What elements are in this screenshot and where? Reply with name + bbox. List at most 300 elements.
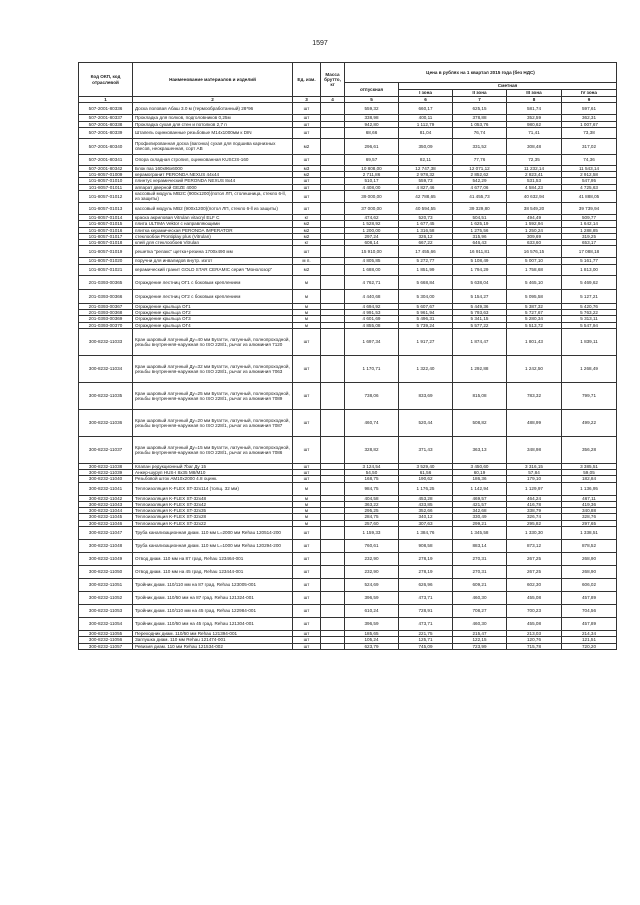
cell-z1: 473,71 [399,592,453,605]
cell-release: 623,79 [345,643,399,649]
cell-release: 984,75 [345,482,399,495]
cell-z2: 60,19 [453,470,507,476]
header-release: отпускная [345,83,399,97]
cell-z3: 1 592,94 [507,221,562,227]
cell-z3: 120,76 [507,637,562,643]
cell-z1: 1 384,76 [399,527,453,540]
cell-release: 4 991,53 [345,309,399,315]
cell-unit: шт [293,592,321,605]
cell-z1: 12 747,38 [399,165,453,171]
header-zone-3: III зона [507,90,562,97]
cell-z2: 5 449,36 [453,303,507,309]
cell-name: Ревизия диам. 110 мм Rehau 121534-002 [133,643,293,649]
cell-unit: шт [293,463,321,469]
cell-code: 201-0393-00367 [79,303,133,309]
cell-release: 4 855,08 [345,322,399,328]
cell-release: 68,66 [345,127,399,138]
cell-code: 201-0393-00368 [79,309,133,315]
cell-z4: 5 420,76 [562,303,617,309]
cell-mass [321,605,345,618]
cell-mass [321,127,345,138]
cell-release: 3 124,54 [345,463,399,469]
cell-z1: 626,96 [399,579,453,592]
cell-z2: 1 275,56 [453,227,507,233]
cell-z4: 59,05 [562,470,617,476]
cell-z2: 460,30 [453,618,507,631]
cell-z1: 1 851,99 [399,264,453,275]
header-unit: Ед. изм. [293,63,321,97]
cell-z1: 745,09 [399,643,453,649]
cell-z4: 499,22 [562,409,617,436]
cell-release: 610,24 [345,605,399,618]
cell-release: 2 711,86 [345,172,399,178]
cell-release: 460,74 [345,409,399,436]
cell-z1: 4 827,46 [399,184,453,190]
cell-code: 300-8232-11042 [79,495,133,501]
cell-z3: 464,24 [507,495,562,501]
cell-z4: 1 338,51 [562,527,617,540]
cell-mass [321,246,345,258]
cell-z1: 908,58 [399,540,453,553]
cell-code: 300-8232-11043 [79,501,133,507]
table-row [79,553,617,566]
column-number: 3 [293,97,321,103]
cell-z3: 531,53 [507,178,562,184]
cell-z3: 71,41 [507,127,562,138]
cell-release: 295,25 [345,508,399,514]
cell-z1: 520,73 [399,214,453,220]
cell-z2: 77,76 [453,154,507,165]
cell-code: 101-8057-01014 [79,214,133,220]
cell-release: 105,24 [345,637,399,643]
cell-release: 524,69 [345,579,399,592]
cell-z2: 330,49 [453,514,507,520]
cell-unit: м [293,508,321,514]
cell-z3: 326,74 [507,514,562,520]
cell-release: 760,61 [345,540,399,553]
table-row [79,409,617,436]
cell-z3: 5 007,10 [507,258,562,264]
header-code: Код ОКП, код отраслевой [79,63,133,97]
cell-name: Кран шаровый латунный Ду=40 мм Бугатти, латунный, полнопроходной, резьбы внутренняя-наружная по ISO 228/1, рычаг из алюминия 7120 [133,328,293,355]
cell-name: Кран шаровый латунный Ду=25 мм Бугатти, латунный, полнопроходной, резьбы внутренняя-наружная по ISO 228/1, рычаг из алюминия 7089 [133,382,293,409]
cell-unit: шт [293,127,321,138]
cell-release: 338,98 [345,115,399,121]
cell-z2: 5 341,15 [453,316,507,322]
cell-z4: 5 127,21 [562,289,617,303]
column-number: 1 [79,97,133,103]
cell-z3: 5 387,32 [507,303,562,309]
column-number: 6 [399,97,453,103]
cell-name: плита ULTIMA Vektor с направляющими [133,221,293,227]
cell-code: 300-8232-11033 [79,328,133,355]
cell-z2: 76,74 [453,127,507,138]
cell-z4: 1 839,11 [562,328,617,355]
cell-z4: 509,77 [562,214,617,220]
cell-name: плинтус керамический PERONDA NEXUS 8x44 [133,178,293,184]
cell-z4: 41 888,05 [562,190,617,202]
cell-unit: м3 [293,165,321,171]
table-row [79,527,617,540]
table-row [79,436,617,463]
cell-z4: 547,95 [562,178,617,184]
cell-z3: 309,69 [507,233,562,239]
cell-z1: 371,43 [399,436,453,463]
cell-z3: 783,32 [507,382,562,409]
cell-z1: 17 455,66 [399,246,453,258]
cell-code: 507-2001-80337 [79,115,133,121]
cell-z1: 5 304,00 [399,289,453,303]
cell-name: Ограждение лестниц ОГ1 с боковым креплением [133,275,293,289]
cell-unit: м2 [293,264,321,275]
cell-mass [321,275,345,289]
cell-release: 4 601,69 [345,316,399,322]
cell-code: 507-2001-80342 [79,165,133,171]
cell-name: Опора складная стропил, оцинкованная KUSCIS-160 [133,154,293,165]
cell-code: 300-8232-11038 [79,463,133,469]
header-zone-2: II зона [453,90,507,97]
cell-unit: шт [293,328,321,355]
table-row [79,328,617,355]
column-number: 5 [345,97,399,103]
cell-z4: 39 739,94 [562,202,617,214]
cell-unit: шт [293,527,321,540]
cell-z4: 3 385,51 [562,463,617,469]
cell-unit: м2 [293,221,321,227]
cell-release: 942,80 [345,121,399,127]
cell-code: 101-8057-01015 [79,221,133,227]
cell-z1: 660,17 [399,103,453,115]
cell-z4: 457,89 [562,618,617,631]
cell-unit: шт [293,190,321,202]
cell-unit: шт [293,553,321,566]
column-number: 8 [507,97,562,103]
cell-z2: 815,08 [453,382,507,409]
cell-z2: 5 154,27 [453,289,507,303]
cell-z1: 352,66 [399,508,453,514]
cell-z3: 38 549,20 [507,202,562,214]
cell-mass [321,540,345,553]
table-row [79,382,617,409]
table-row [79,566,617,579]
cell-z3: 352,59 [507,115,562,121]
cell-mass [321,264,345,275]
cell-z1: 326,12 [399,233,453,239]
cell-code: 300-8232-11047 [79,527,133,540]
cell-z4: 1 136,95 [562,482,617,495]
cell-mass [321,527,345,540]
cell-z4: 4 725,63 [562,184,617,190]
cell-z4: 297,65 [562,520,617,526]
cell-z3: 5 727,67 [507,309,562,315]
cell-code: 201-0393-00365 [79,275,133,289]
cell-z1: 307,63 [399,520,453,526]
cell-z3: 11 232,14 [507,165,562,171]
cell-z4: 467,11 [562,495,617,501]
cell-release: 54,50 [345,470,399,476]
cell-z1: 5 496,31 [399,316,453,322]
cell-release: 396,59 [345,618,399,631]
cell-release: 37 000,00 [345,202,399,214]
cell-z2: 378,88 [453,115,507,121]
cell-release: 4 762,71 [345,275,399,289]
cell-unit: шт [293,476,321,482]
cell-name: Теплоизоляция K-FLEX ST-32x48 [133,495,293,501]
cell-unit: шт [293,579,321,592]
cell-z4: 704,56 [562,605,617,618]
cell-z3: 57,84 [507,470,562,476]
cell-unit: шт [293,566,321,579]
cell-z4: 17 088,18 [562,246,617,258]
cell-z2: 16 911,81 [453,246,507,258]
cell-z4: 5 161,77 [562,258,617,264]
cell-z1: 278,19 [399,553,453,566]
cell-name: аппарат дверной GEZE 4000 [133,184,293,190]
cell-unit: м [293,303,321,309]
cell-z3: 5 465,10 [507,275,562,289]
cell-z2: 331,52 [453,138,507,154]
cell-code: 507-2001-80340 [79,138,133,154]
cell-release: 404,58 [345,495,399,501]
cell-name: Ограждение крыльца ОГ3 [133,316,293,322]
cell-z1: 5 607,67 [399,303,453,309]
cell-unit: шт [293,605,321,618]
cell-code: 101-8057-01016 [79,227,133,233]
cell-z4: 1 642,14 [562,221,617,227]
cell-z4: 340,88 [562,508,617,514]
cell-release: 1 688,00 [345,264,399,275]
cell-mass [321,190,345,202]
cell-name: Тройник диам. 110/110 мм на 87 град. Rehau 123005-001 [133,579,293,592]
cell-z3: 1 330,30 [507,527,562,540]
cell-mass [321,202,345,214]
cell-z2: 469,57 [453,495,507,501]
cell-name: Теплоизоляция K-FLEX ST-32x22 [133,520,293,526]
cell-unit: шт [293,154,321,165]
cell-z4: 606,02 [562,579,617,592]
cell-z1: 42 788,65 [399,190,453,202]
column-number: 7 [453,97,507,103]
cell-unit: м2 [293,138,321,154]
cell-mass [321,289,345,303]
cell-release: 559,32 [345,103,399,115]
cell-z3: 338,79 [507,508,562,514]
cell-z1: 833,69 [399,382,453,409]
cell-unit: м [293,322,321,328]
cell-name: Тройник диам. 110/50 мм на 45 град. Rehau 121304-001 [133,618,293,631]
cell-code: 507-2001-80336 [79,103,133,115]
cell-z1: 5 668,84 [399,275,453,289]
page-number: 1597 [312,40,328,47]
cell-name: Теплоизоляция K-FLEX ST-32x114 (толщ. 32 мм) [133,482,293,495]
cell-unit: шт [293,436,321,463]
cell-z1: 221,75 [399,631,453,637]
cell-code: 101-8057-01013 [79,202,133,214]
cell-mass [321,436,345,463]
cell-z3: 633,60 [507,240,562,246]
cell-z2: 12 071,12 [453,165,507,171]
cell-z1: 82,11 [399,154,453,165]
cell-code: 507-2001-80341 [79,154,133,165]
cell-unit: шт [293,355,321,382]
cell-z4: 214,34 [562,631,617,637]
cell-z3: 980,62 [507,121,562,127]
cell-z2: 421,57 [453,501,507,507]
cell-release: 510,17 [345,178,399,184]
table-row [79,618,617,631]
cell-z2: 508,82 [453,409,507,436]
header-price-group: Цена в рублях на 1 квартал 2015 года (без НДС) [345,63,617,83]
cell-code: 507-2001-80338 [79,121,133,127]
cell-z4: 1 288,85 [562,227,617,233]
cell-name: кассовый модуль МВ2 (900x1200)(потол ЛП, стекло 6-ll из защиты) [133,202,293,214]
cell-z1: 1 917,27 [399,328,453,355]
cell-z4: 5 313,11 [562,316,617,322]
table-row [79,264,617,275]
cell-z2: 542,29 [453,178,507,184]
cell-code: 300-8232-11039 [79,470,133,476]
table-row [79,202,617,214]
cell-z1: 520,44 [399,409,453,436]
cell-name: керамогранит PERONDA NEXUS 44x44 [133,172,293,178]
cell-name: клей для стеклообоев Vitrulan [133,240,293,246]
cell-z1: 5 961,94 [399,309,453,315]
cell-release: 296,61 [345,138,399,154]
cell-code: 101-8057-01011 [79,184,133,190]
price-table [78,62,617,650]
cell-name: Труба канализационная диам. 110 мм L=2000 мм Rehau 120514-200 [133,527,293,540]
cell-release: 1 159,33 [345,527,399,540]
cell-z1: 1 112,79 [399,121,453,127]
cell-unit: шт [293,540,321,553]
cell-unit: шт [293,121,321,127]
table-row [79,643,617,649]
cell-release: 738,06 [345,382,399,409]
cell-mass [321,355,345,382]
cell-z2: 708,27 [453,605,507,618]
cell-unit: м2 [293,172,321,178]
cell-z3: 213,03 [507,631,562,637]
cell-unit: шт [293,470,321,476]
cell-code: 201-0393-00366 [79,289,133,303]
cell-name: плитка керамическая PERONDA IMPERATOR [133,227,293,233]
cell-unit: м [293,520,321,526]
cell-mass [321,482,345,495]
cell-release: 1 528,92 [345,221,399,227]
cell-mass [321,592,345,605]
cell-unit: шт [293,178,321,184]
cell-z3: 455,08 [507,618,562,631]
cell-z3: 308,48 [507,138,562,154]
cell-z3: 581,74 [507,103,562,115]
cell-name: Теплоизоляция K-FLEX ST-32x42 [133,501,293,507]
cell-name: Ограждение лестниц ОГ2 с боковым креплением [133,289,293,303]
cell-code: 201-0393-00369 [79,316,133,322]
cell-name: Ограждение крыльца ОГ1 [133,303,293,309]
cell-z1: 3 529,40 [399,463,453,469]
cell-unit: шт [293,184,321,190]
cell-code: 101-8057-01017 [79,233,133,239]
cell-z1: 433,85 [399,501,453,507]
cell-z3: 1 758,68 [507,264,562,275]
cell-name: керамический гранит GOLD STAR CERAMIC серия "Монолозор" [133,264,293,275]
cell-z3: 179,10 [507,476,562,482]
cell-release: 232,90 [345,553,399,566]
cell-name: Тройник диам. 110/50 мм на 87 град. Rehau 121324-001 [133,592,293,605]
cell-release: 4 440,68 [345,289,399,303]
cell-release: 10 808,00 [345,165,399,171]
cell-mass [321,103,345,115]
cell-name: Анкер-шуруп HUS-I 8x35 M8/M10 [133,470,293,476]
cell-z1: 5 272,77 [399,258,453,264]
cell-release: 4 408,00 [345,184,399,190]
cell-code: 300-8232-11035 [79,382,133,409]
cell-z2: 646,43 [453,240,507,246]
cell-name: поручни для инвалидов внутр. изгот [133,258,293,264]
cell-z3: 5 280,34 [507,316,562,322]
cell-code: 300-8232-11034 [79,355,133,382]
cell-z3: 1 242,50 [507,355,562,382]
cell-z3: 2 823,41 [507,172,562,178]
cell-z2: 270,31 [453,553,507,566]
cell-z1: 125,71 [399,637,453,643]
cell-z2: 1 345,58 [453,527,507,540]
cell-z2: 5 793,63 [453,309,507,315]
cell-unit: м [293,309,321,315]
cell-z4: 419,36 [562,501,617,507]
cell-z3: 602,30 [507,579,562,592]
cell-z3: 3 316,15 [507,463,562,469]
cell-z4: 268,90 [562,553,617,566]
cell-z2: 609,21 [453,579,507,592]
cell-code: 300-8232-11050 [79,566,133,579]
cell-code: 201-0393-00370 [79,322,133,328]
cell-mass [321,643,345,649]
cell-z2: 5 638,04 [453,275,507,289]
cell-name: Блок паз 160x96x6000 [133,165,293,171]
cell-code: 101-8057-01010 [79,178,133,184]
cell-z4: 720,20 [562,643,617,649]
cell-code: 300-8232-11037 [79,436,133,463]
cell-code: 101-8057-01020 [79,258,133,264]
cell-z4: 653,17 [562,240,617,246]
cell-z4: 597,61 [562,103,617,115]
cell-z2: 3 450,60 [453,463,507,469]
cell-unit: шт [293,631,321,637]
header-zone-4: IV зона [562,90,617,97]
cell-z2: 4 677,06 [453,184,507,190]
cell-z3: 5 513,72 [507,322,562,328]
cell-name: Заглушка диам. 110 мм Rehau 121474-001 [133,637,293,643]
cell-z2: 270,31 [453,566,507,579]
cell-z1: 559,73 [399,178,453,184]
cell-code: 300-8232-11056 [79,637,133,643]
cell-z4: 5 547,94 [562,322,617,328]
cell-z2: 5 108,49 [453,258,507,264]
cell-code: 101-8057-01021 [79,264,133,275]
cell-z4: 362,31 [562,115,617,121]
cell-z2: 122,15 [453,637,507,643]
cell-unit: м [293,501,321,507]
cell-z2: 2 852,62 [453,172,507,178]
cell-z4: 319,25 [562,233,617,239]
column-number: 9 [562,97,617,103]
cell-z2: 186,36 [453,476,507,482]
cell-unit: м [293,289,321,303]
cell-z2: 363,13 [453,436,507,463]
cell-z3: 455,08 [507,592,562,605]
cell-code: 300-8232-11055 [79,631,133,637]
